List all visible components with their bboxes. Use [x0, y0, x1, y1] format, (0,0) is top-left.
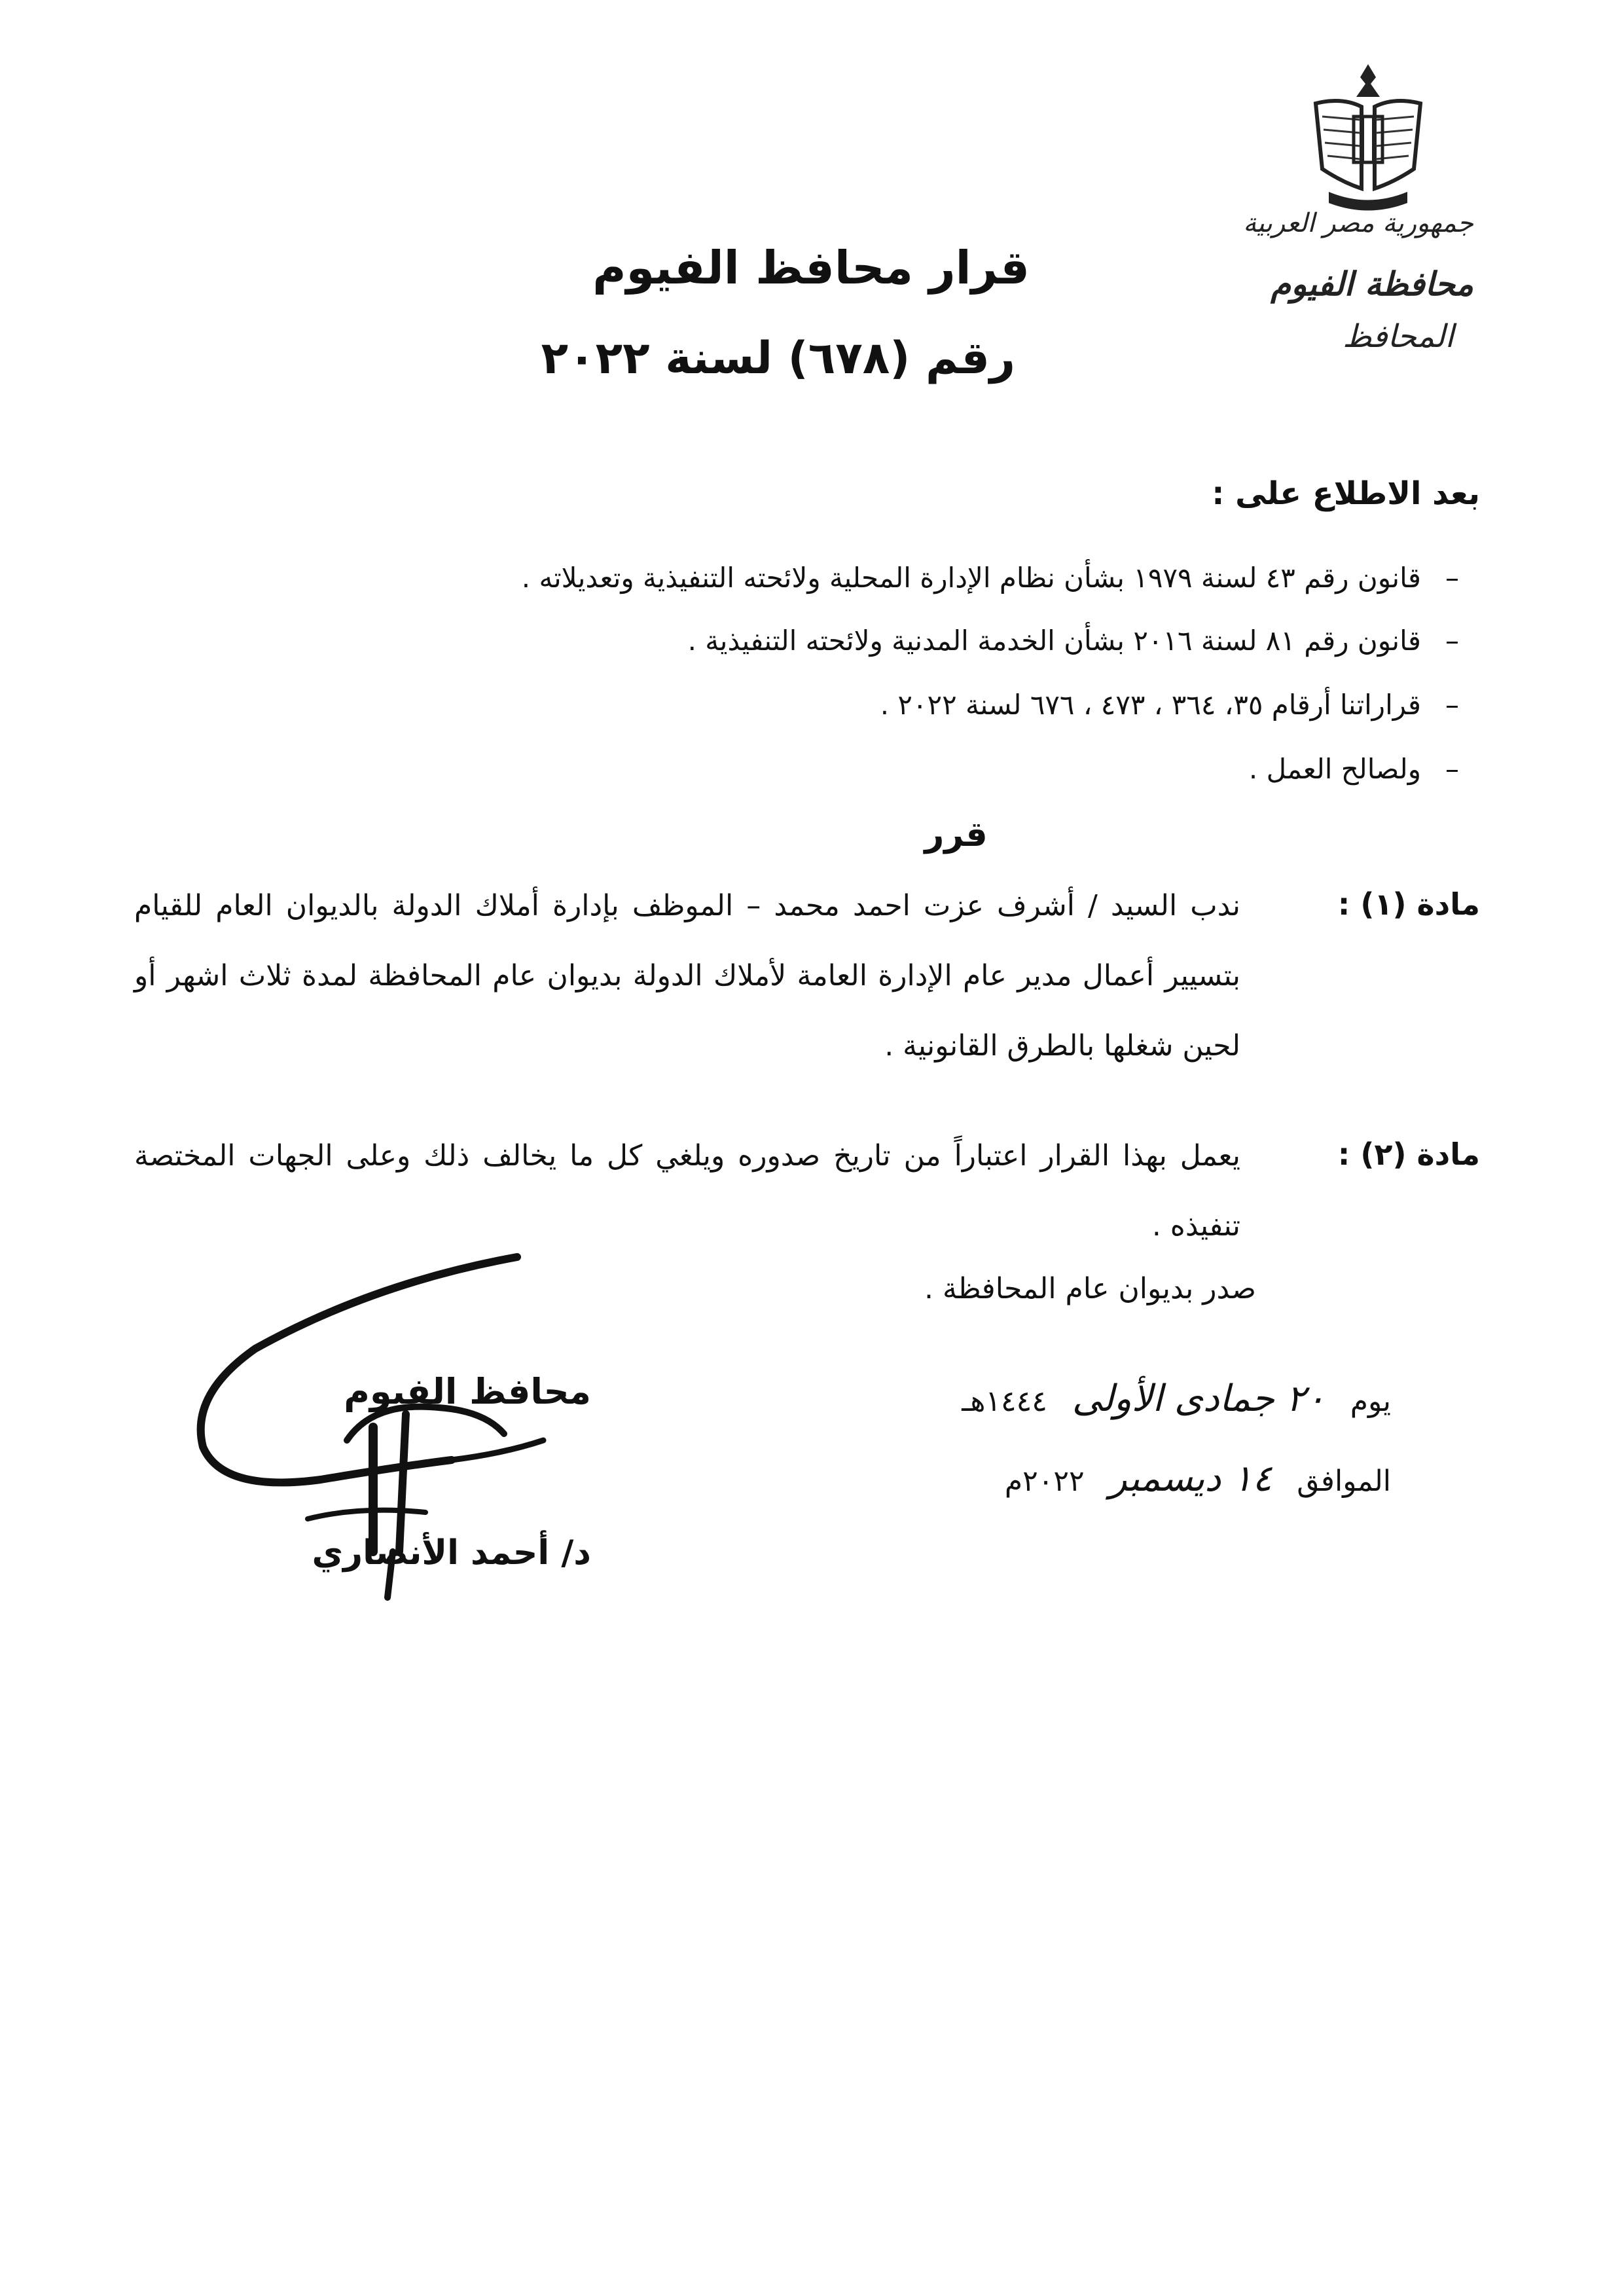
date-hijri: يوم ٢٠ جمادى الأولى ١٤٤٤هـ [962, 1377, 1391, 1420]
preamble-item: – قانون رقم ٨١ لسنة ٢٠١٦ بشأن الخدمة المدنية ولائحته التنفيذية . [687, 625, 1459, 657]
signature-title: محافظ الفيوم [344, 1371, 591, 1412]
article-2-label: مادة (٢) : [1337, 1137, 1480, 1172]
letterhead-governorate: محافظة الفيوم [1271, 264, 1473, 303]
preamble-heading: بعد الاطلاع على : [1212, 475, 1480, 512]
article-1-label: مادة (١) : [1337, 886, 1480, 922]
handwritten-signature-icon [177, 1244, 635, 1637]
eagle-emblem-icon [1303, 58, 1434, 215]
preamble-item: – ولصالح العمل . [1248, 753, 1459, 785]
letterhead-governor: المحافظ [1343, 318, 1454, 355]
letterhead-country: جمهورية مصر العربية [1243, 208, 1473, 238]
decree-number: رقم (٦٧٨) لسنة ٢٠٢٢ [541, 333, 1015, 384]
preamble-item: – قراراتنا أرقام ٣٥، ٣٦٤ ، ٤٧٣ ، ٦٧٦ لسنة ٢٠٢٢ . [880, 689, 1459, 721]
signature-name: د/ أحمد الأنصاري [312, 1533, 591, 1573]
decree-title: قرار محافظ الفيوم [592, 241, 1030, 295]
article-2-text: يعمل بهذا القرار اعتباراً من تاريخ صدوره ويلغي كل ما يخالف ذلك وعلى الجهات المختصة تنفيذه . [134, 1139, 1240, 1243]
decree-heading: قرر [924, 815, 988, 854]
article-1-text: ندب السيد / أشرف عزت احمد محمد – الموظف بإدارة أملاك الدولة بالديوان العام للقيام بتسيير أعمال مدير عام الإدارة العامة لأملاك الدولة بديوان عام المحافظة لمدة ثلاث اشهر أو لحين شغلها بالطرق القانونية . [134, 889, 1240, 1063]
date-gregorian: الموافق ١٤ ديسمبر ٢٠٢٢م [1004, 1457, 1391, 1500]
preamble-item: – قانون رقم ٤٣ لسنة ١٩٧٩ بشأن نظام الإدارة المحلية ولائحته التنفيذية وتعديلاته . [521, 562, 1459, 594]
issued-at: صدر بديوان عام المحافظة . [924, 1272, 1256, 1305]
